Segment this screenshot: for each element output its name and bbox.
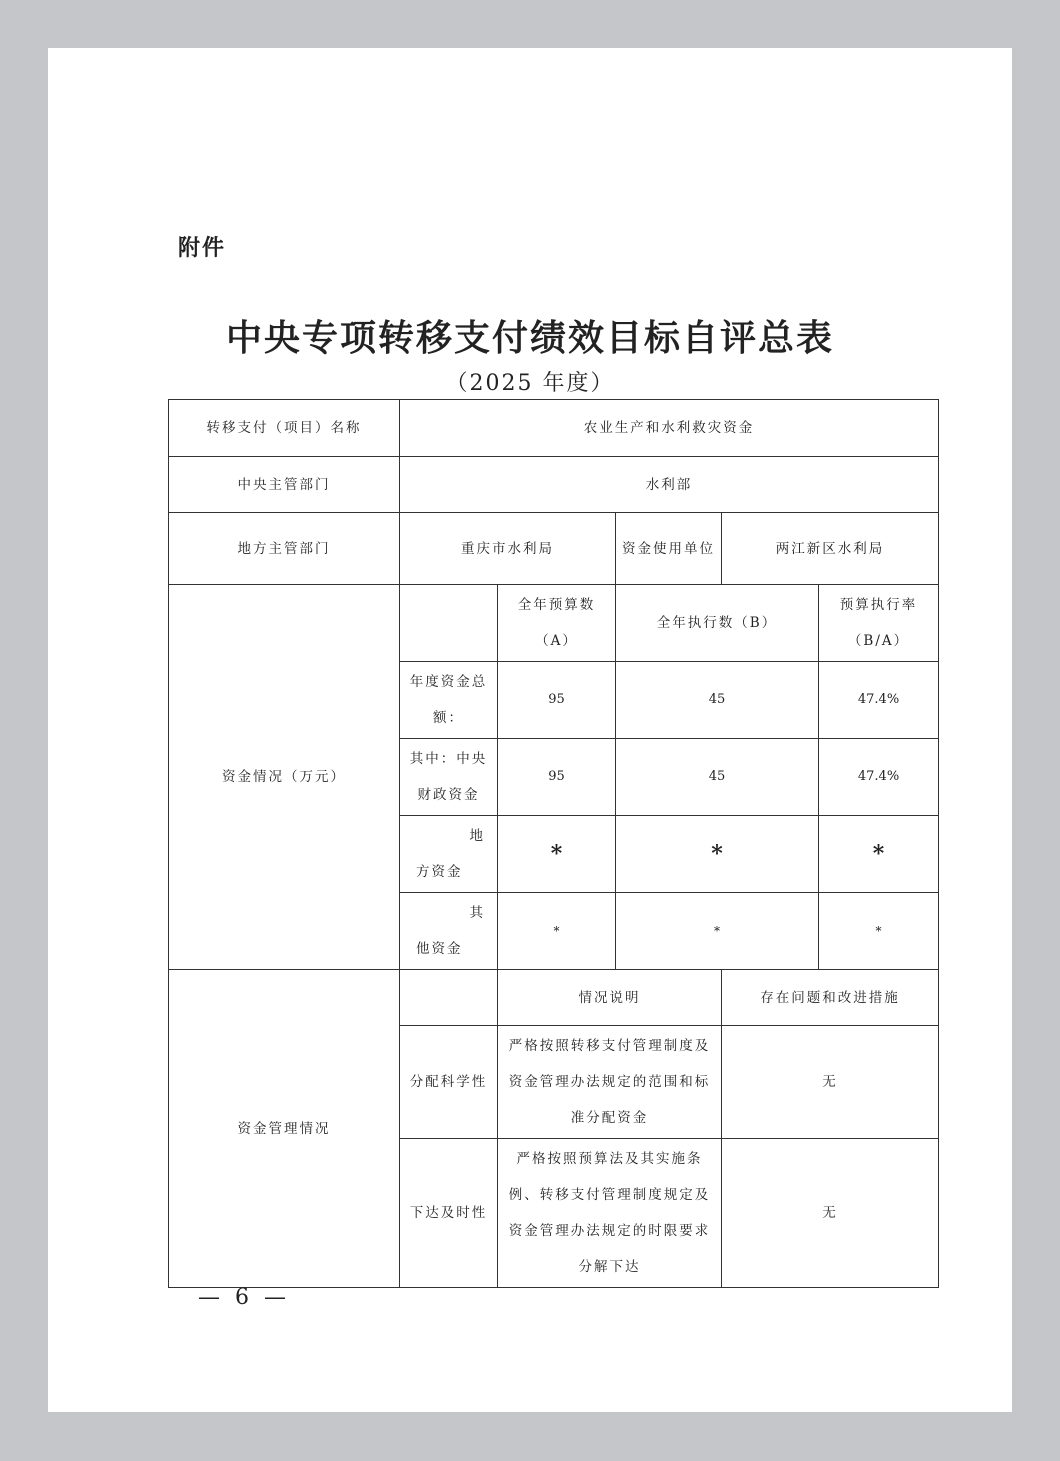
table-row — [169, 970, 939, 1026]
local-fund-label-top: 地 — [469, 828, 485, 844]
allocation-issues: 无 — [722, 1026, 939, 1139]
table-row — [169, 457, 939, 513]
document-title: 中央专项转移支付绩效目标自评总表 — [225, 318, 834, 359]
central-fund-executed: 45 — [616, 739, 819, 816]
allocation-description: 严格按照转移支付管理制度及资金管理办法规定的范围和标准分配资金 — [498, 1026, 722, 1139]
local-fund-executed: * — [616, 816, 819, 893]
attachment-label: 附件 — [178, 236, 227, 261]
local-dept-label: 地方主管部门 — [169, 513, 400, 585]
other-fund-label — [400, 893, 498, 970]
annual-total-executed: 45 — [616, 662, 819, 739]
other-fund-label-top: 其 — [469, 905, 485, 921]
fund-user-value: 两江新区水利局 — [722, 513, 939, 585]
local-dept-value: 重庆市水利局 — [400, 513, 616, 585]
other-fund-budget: * — [498, 893, 616, 970]
mgmt-section-label: 资金管理情况 — [169, 970, 400, 1288]
col-budget-header: 全年预算数（A） — [498, 585, 616, 662]
table-row — [169, 585, 939, 662]
central-fund-budget: 95 — [498, 739, 616, 816]
table-row — [169, 400, 939, 457]
central-dept-value: 水利部 — [400, 457, 939, 513]
table-row — [169, 513, 939, 585]
local-fund-label-bottom: 方资金 — [416, 864, 463, 880]
local-fund-budget: * — [498, 816, 616, 893]
col-executed-header: 全年执行数（B） — [616, 585, 819, 662]
central-fund-label: 其中：中央财政资金 — [400, 739, 498, 816]
local-fund-label — [400, 816, 498, 893]
other-fund-rate: * — [819, 893, 939, 970]
other-fund-label-bottom: 他资金 — [416, 941, 463, 957]
annual-total-budget: 95 — [498, 662, 616, 739]
central-dept-label: 中央主管部门 — [169, 457, 400, 513]
document-subtitle: （2025 年度） — [445, 371, 615, 396]
col-description-header: 情况说明 — [498, 970, 722, 1026]
col-issues-header: 存在问题和改进措施 — [722, 970, 939, 1026]
project-name-value: 农业生产和水利救灾资金 — [400, 400, 939, 457]
other-fund-executed: * — [616, 893, 819, 970]
timeliness-issues: 无 — [722, 1139, 939, 1288]
central-fund-rate: 47.4% — [819, 739, 939, 816]
blank-cell — [400, 585, 498, 662]
timeliness-description: 严格按照预算法及其实施条例、转移支付管理制度规定及资金管理办法规定的时限要求分解下达 — [498, 1139, 722, 1288]
funds-section-label: 资金情况（万元） — [169, 585, 400, 970]
annual-total-label: 年度资金总额： — [400, 662, 498, 739]
allocation-label: 分配科学性 — [400, 1026, 498, 1139]
local-fund-rate: * — [819, 816, 939, 893]
project-name-label: 转移支付（项目）名称 — [169, 400, 400, 457]
self-evaluation-table — [168, 399, 939, 1288]
document-page — [48, 48, 1012, 1412]
timeliness-label: 下达及时性 — [400, 1139, 498, 1288]
blank-cell — [400, 970, 498, 1026]
page-number: — 6 — — [198, 1285, 290, 1310]
col-rate-header: 预算执行率（B/A） — [819, 585, 939, 662]
annual-total-rate: 47.4% — [819, 662, 939, 739]
fund-user-label: 资金使用单位 — [616, 513, 722, 585]
